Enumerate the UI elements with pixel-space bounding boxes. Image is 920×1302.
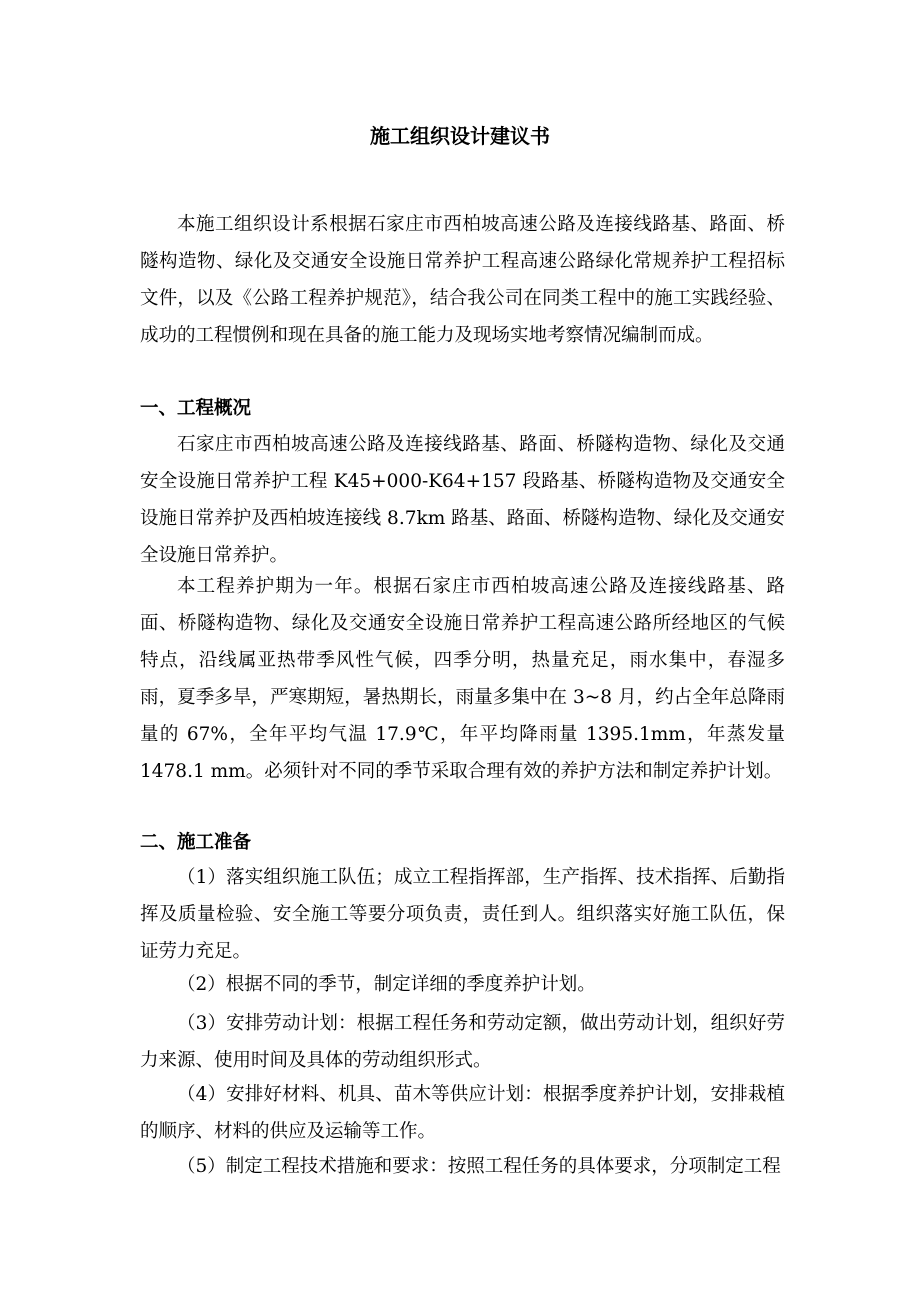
overview-paragraph: 石家庄市西柏坡高速公路及连接线路基、路面、桥隧构造物、绿化及交通安全设施日常养护工程 K45+000-K64+157 段路基、桥隧构造物及交通安全设施日常养护及西柏坡连接线 8.7km 路基、路面、桥隧构造物、绿化及交通安全设施日常养护。 [140,434,785,566]
preparation-item: （2）根据不同的季节，制定详细的季度养护计划。 [177,974,596,995]
preparation-item: （1）落实组织施工队伍；成立工程指挥部，生产指挥、技术指挥、后勤指挥及质量检验、安全施工等要分项负责，责任到人。组织落实好施工队伍，保证劳力充足。 [140,867,785,962]
section-heading-preparation: 二、施工准备 [140,832,252,853]
document-title: 施工组织设计建议书 [370,124,550,148]
overview-paragraph: 本工程养护期为一年。根据石家庄市西柏坡高速公路及连接线路基、路面、桥隧构造物、绿化及交通安全设施日常养护工程高速公路所经地区的气候特点，沿线属亚热带季风性气候，四季分明，热量充足，雨水集中，春湿多雨，夏季多旱，严寒期短，暑热期长，雨量多集中在 3~8 月，约占全年总降雨量的 67%，全年平均气温 17.9℃，年平均降雨量 1395.1mm，年蒸发量 1478.1 mm。必须针对不同的季节采取合理有效的养护方法和制定养护计划。 [140,576,785,782]
preparation-item: （4）安排好材料、机具、苗木等供应计划：根据季度养护计划，安排栽植的顺序、材料的供应及运输等工作。 [140,1084,785,1142]
preparation-item: （5）制定工程技术措施和要求：按照工程任务的具体要求，分项制定工程 [177,1156,781,1177]
intro-paragraph: 本施工组织设计系根据石家庄市西柏坡高速公路及连接线路基、路面、桥隧构造物、绿化及交通安全设施日常养护工程高速公路绿化常规养护工程招标文件，以及《公路工程养护规范》，结合我公司在同类工程中的施工实践经验、成功的工程惯例和现在具备的施工能力及现场实地考察情况编制而成。 [140,214,785,346]
preparation-item: （3）安排劳动计划：根据工程任务和劳动定额，做出劳动计划，组织好劳力来源、使用时间及具体的劳动组织形式。 [140,1013,785,1071]
section-heading-overview: 一、工程概况 [140,398,252,419]
